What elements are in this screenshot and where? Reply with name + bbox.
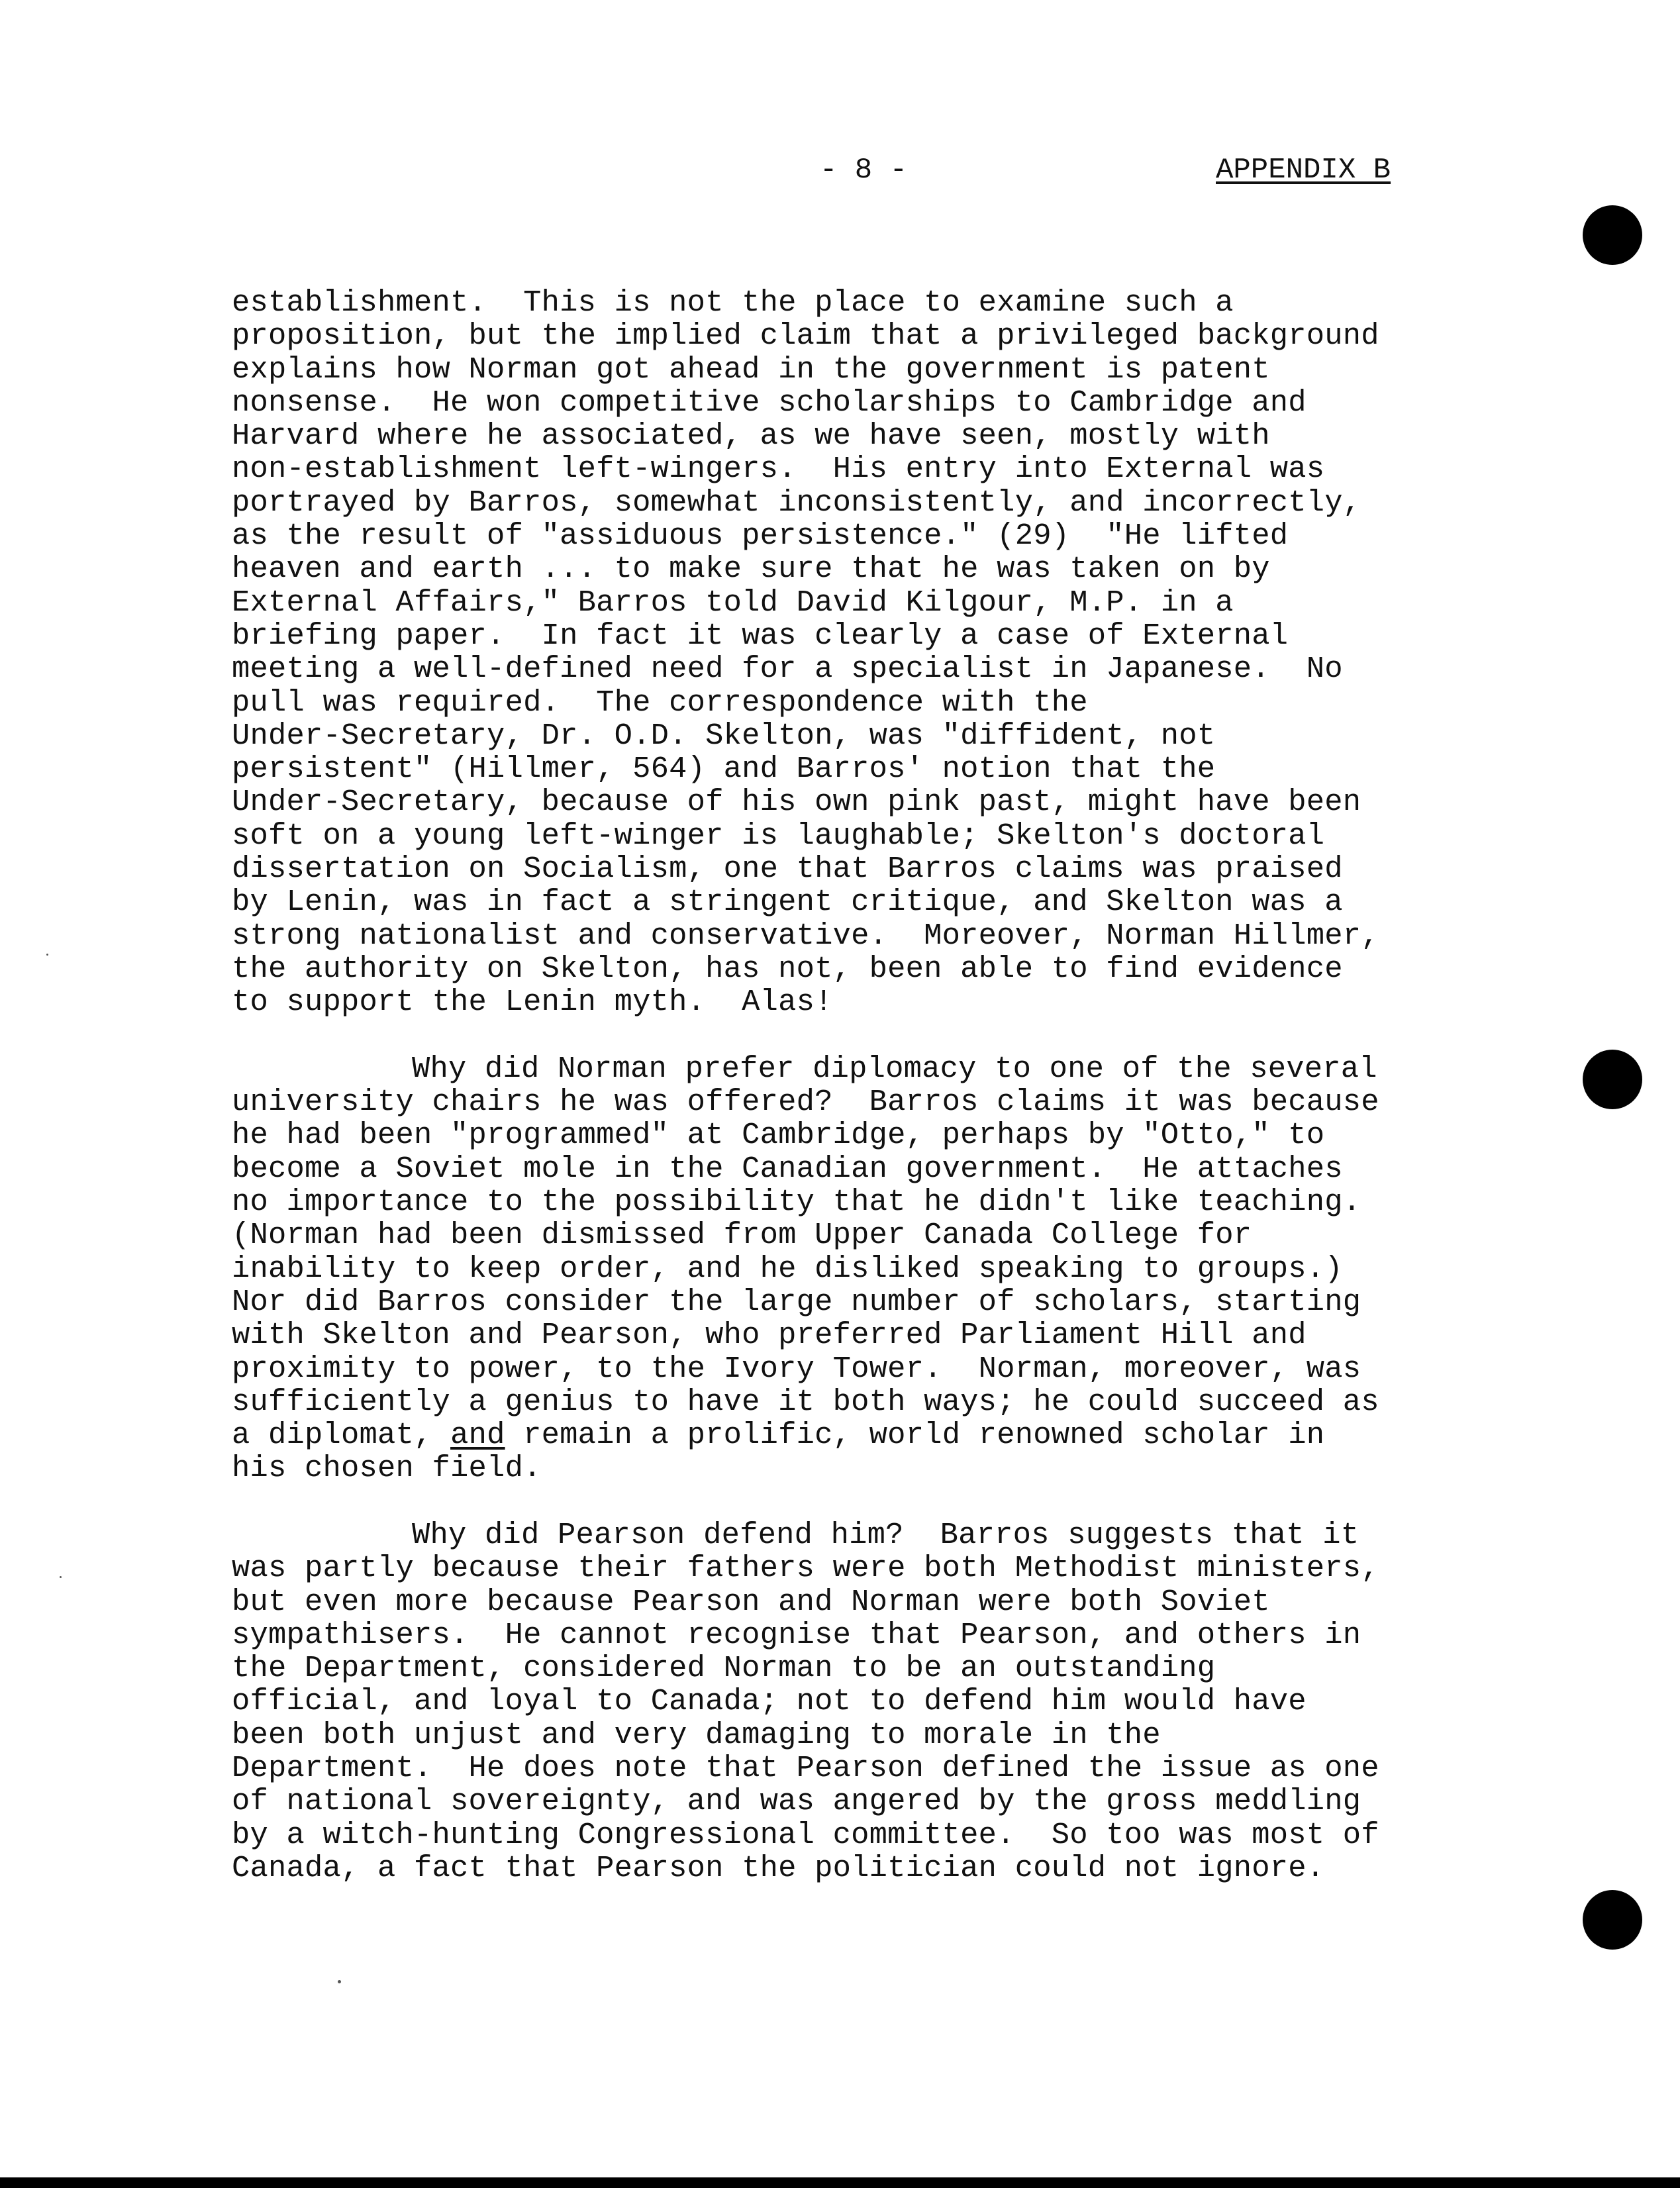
text-line: (Norman had been dismissed from Upper Canada College for (232, 1218, 1252, 1253)
text-line: the Department, considered Norman to be an outstanding (232, 1651, 1216, 1686)
text-line: persistent" (Hillmer, 564) and Barros' notion that the (232, 752, 1216, 787)
text-line: strong nationalist and conservative. Moreover, Norman Hillmer, (232, 918, 1379, 953)
text-line: External Affairs," Barros told David Kilgour, M.P. in a (232, 585, 1234, 620)
underlined-word: and (450, 1418, 505, 1453)
text-line: Nor did Barros consider the large number of scholars, starting (232, 1284, 1361, 1319)
text-line: dissertation on Socialism, one that Barros claims was praised (232, 852, 1343, 887)
text-segment: remain a prolific, world renowned scholar in (505, 1418, 1325, 1453)
text-line: inability to keep order, and he disliked speaking to groups.) (232, 1251, 1343, 1286)
text-line (232, 1418, 1543, 1452)
text-line: sufficiently a genius to have it both ways; he could succeed as (232, 1384, 1379, 1419)
text-line: Department. He does note that Pearson defined the issue as one (232, 1751, 1379, 1786)
text-line: by Lenin, was in fact a stringent critique, and Skelton was a (232, 885, 1343, 920)
text-line: establishment. This is not the place to examine such a (232, 285, 1234, 320)
scan-speck (46, 954, 48, 956)
text-line: Under-Secretary, because of his own pink past, might have been (232, 785, 1361, 820)
text-line: of national sovereignty, and was angered by the gross meddling (232, 1784, 1361, 1819)
text-line: become a Soviet mole in the Canadian government. He attaches (232, 1151, 1343, 1186)
text-line: Under-Secretary, Dr. O.D. Skelton, was "diffident, not (232, 718, 1216, 753)
text-line: to support the Lenin myth. Alas! (232, 985, 833, 1020)
text-line: the authority on Skelton, has not, been able to find evidence (232, 951, 1343, 986)
text-line: heaven and earth ... to make sure that he was taken on by (232, 552, 1270, 587)
appendix-label: APPENDIX B (1216, 154, 1391, 187)
paragraph-2 (232, 1052, 1543, 1485)
scan-bottom-edge (0, 2177, 1680, 2188)
text-line: by a witch-hunting Congressional committee. So too was most of (232, 1817, 1379, 1852)
text-segment: a diplomat, (232, 1418, 432, 1453)
text-line: sympathisers. He cannot recognise that Pearson, and others in (232, 1617, 1361, 1652)
text-line: pull was required. The correspondence with the (232, 685, 1088, 720)
text-line: nonsense. He won competitive scholarships to Cambridge and (232, 385, 1307, 420)
paragraph-gap (232, 1485, 1543, 1518)
text-line: proximity to power, to the Ivory Tower. Norman, moreover, was (232, 1351, 1361, 1386)
text-line: Why did Norman prefer diplomacy to one of the several (412, 1051, 1377, 1086)
text-line: non-establishment left-wingers. His entry into External was (232, 452, 1325, 487)
text-line: was partly because their fathers were both Methodist ministers, (232, 1551, 1379, 1586)
text-line: Harvard where he associated, as we have seen, mostly with (232, 419, 1270, 454)
punch-hole-bottom (1583, 1890, 1642, 1950)
text-line: Canada, a fact that Pearson the politician could not ignore. (232, 1850, 1325, 1885)
scan-speck (60, 1576, 62, 1578)
paragraph-gap (232, 1019, 1543, 1052)
text-line: as the result of "assiduous persistence." (29) "He lifted (232, 519, 1289, 554)
text-line: his chosen field. (232, 1451, 542, 1486)
text-line: meeting a well-defined need for a specialist in Japanese. No (232, 652, 1343, 687)
text-line: briefing paper. In fact it was clearly a case of External (232, 618, 1289, 653)
scan-speck (338, 1980, 341, 1983)
text-line: he had been "programmed" at Cambridge, perhaps by "Otto," to (232, 1118, 1325, 1153)
text-line: university chairs he was offered? Barros claims it was because (232, 1085, 1379, 1120)
page-number: - 8 - (820, 154, 908, 187)
text-line: portrayed by Barros, somewhat inconsistently, and incorrectly, (232, 485, 1361, 520)
paragraph-1 (232, 286, 1543, 1019)
body-text (232, 286, 1543, 1885)
text-line: Why did Pearson defend him? Barros suggests that it (412, 1517, 1359, 1552)
text-line: no importance to the possibility that he didn't like teaching. (232, 1185, 1361, 1220)
text-line: official, and loyal to Canada; not to defend him would have (232, 1684, 1307, 1719)
punch-hole-top (1583, 205, 1642, 265)
paragraph-3 (232, 1518, 1543, 1885)
text-line: proposition, but the implied claim that a privileged background (232, 319, 1379, 354)
text-line: explains how Norman got ahead in the government is patent (232, 352, 1270, 387)
text-line: but even more because Pearson and Norman were both Soviet (232, 1584, 1270, 1619)
text-line: with Skelton and Pearson, who preferred Parliament Hill and (232, 1318, 1307, 1353)
text-line: been both unjust and very damaging to morale in the (232, 1717, 1161, 1752)
text-line: soft on a young left-winger is laughable; Skelton's doctoral (232, 818, 1325, 853)
punch-hole-middle (1583, 1050, 1642, 1109)
